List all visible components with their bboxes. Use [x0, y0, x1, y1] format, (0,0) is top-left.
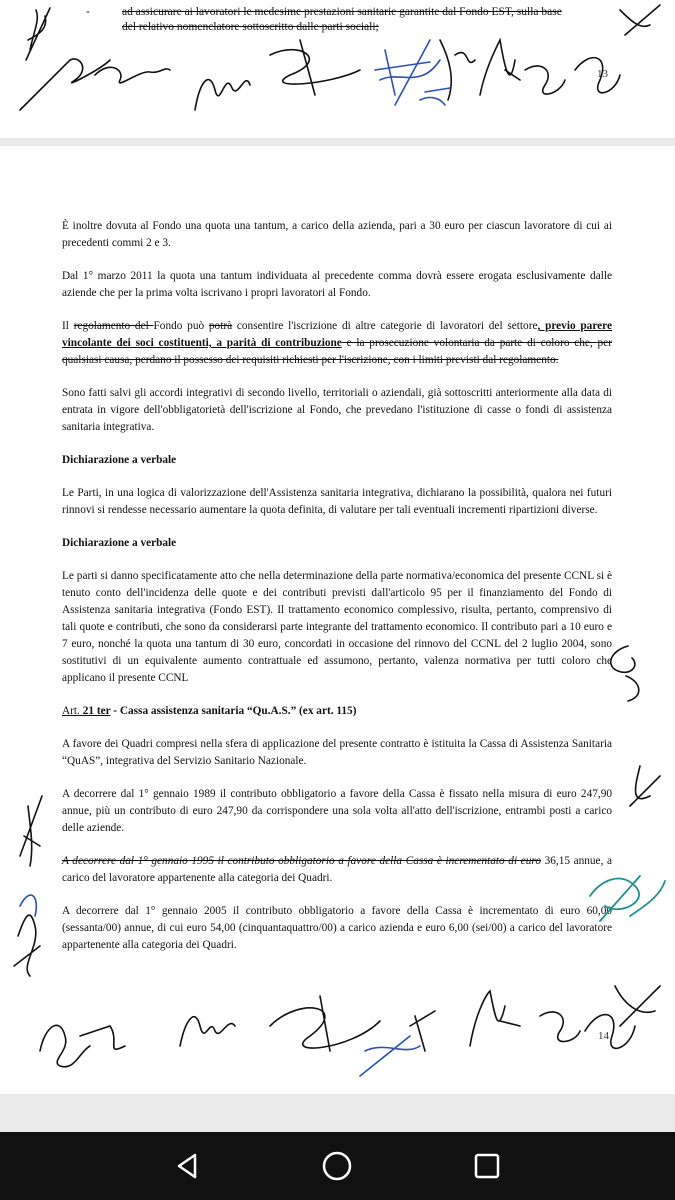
deleted-text: A decorrere dal 1° gennaio 1995 il contributo obbligatorio a favore della Cassa è incrementato di euro: [62, 855, 541, 867]
recents-icon: [472, 1151, 502, 1181]
paragraph: A favore dei Quadri compresi nella sfera di applicazione del presente contratto è istituita la Cassa di Assistenza Sanitaria “QuAS”, integrativa del Servizio Sanitario Nazionale.: [62, 738, 612, 767]
text: Il: [62, 320, 74, 332]
home-icon: [320, 1149, 354, 1183]
recents-button[interactable]: [467, 1146, 507, 1186]
article-number: 21 ter: [82, 705, 111, 717]
section-heading: Dichiarazione a verbale: [62, 537, 177, 549]
page-gap-bottom: [0, 1094, 675, 1132]
deleted-text: potrà: [208, 320, 233, 332]
struck-line-1: ad assicurare ai lavoratori le medesime prestazioni sanitarie garantite dal Fondo EST, sulla base: [122, 6, 562, 18]
paragraph: Sono fatti salvi gli accordi integrativi di secondo livello, territoriali o aziendali, già sottoscritti anteriormente alla data di entrata in vigore dell'obbligatorietà dell'iscrizione al Fondo, che prevedano l'istituzione di casse o fondi di assistenza sanitaria integrativa.: [62, 387, 612, 433]
paragraph: A decorrere dal 1° gennaio 1989 il contributo obbligatorio a favore della Cassa è fissato nella misura di euro 247,90 annue, più un contributo di euro 247,90 da corrispondere una sola volta all'atto dell'iscrizione, entrambi posti a carico delle aziende.: [62, 788, 612, 834]
article-prefix: Art.: [62, 705, 83, 717]
struck-line-2: del relativo nomenclatore sottoscritto dalle parti sociali;: [122, 21, 379, 33]
back-icon: [173, 1151, 203, 1181]
previous-page-fragment: [0, 0, 675, 138]
page-gap: [0, 138, 675, 146]
text: consentire l'iscrizione di altre categorie di lavoratori del settore: [232, 320, 538, 332]
document-page: [0, 146, 675, 1094]
system-navigation-bar: [0, 1132, 675, 1200]
deleted-text: regolamento del: [73, 320, 154, 332]
page-number-14: 14: [598, 1030, 609, 1042]
page-number-13: 13: [597, 68, 608, 80]
paragraph: È inoltre dovuta al Fondo una quota una tantum, a carico della azienda, pari a 30 euro per ciascun lavoratore di cui ai precedenti commi 2 e 3.: [62, 220, 612, 249]
paragraph: Le parti si danno specificatamente atto che nella determinazione della parte normativa/economica del presente CCNL si è tenuto conto dell'incidenza delle quote e dei contributi previsti dall'articolo 95 per il finanziamento del Fondo di Assistenza sanitaria integrativa (Fondo EST). Il trattamento economico complessivo, risulta, pertanto, comprensivo di tali quote e contributi, che sono da considerarsi parte integrante del trattamento economico. Il contributo pari a 10 euro e 7 euro, nonché la quota una tantum di 30 euro, concordati in occasione del rinnovo del CCNL del 2 luglio 2004, sono sostitutivi di un equivalente aumento contrattuale ed assumono, pertanto, valenza normativa per tutti coloro che applicano il presente CCNL: [62, 570, 612, 684]
deleted-text: e la prosecuzione volontaria da parte di coloro che, per qualsiasi causa, perdano il possesso dei requisiti richiesti per l'iscrizione, con i limiti previsti dal regolamento.: [62, 337, 612, 366]
text: 36,15 annue, a carico del lavoratore appartenente alla categoria dei Quadri.: [62, 855, 613, 884]
page-body: [62, 218, 612, 970]
paragraph: A decorrere dal 1° gennaio 2005 il contributo obbligatorio a favore della Cassa è incrementato di euro 60,00 (sessanta/00) annue, di cui euro 54,00 (cinquantaquattro/00) a carico azienda e euro 6,00 (sei/00) a carico del lavoratore appartenente alla categoria dei Quadri.: [62, 905, 612, 951]
paragraph-amended: [62, 318, 612, 369]
section-heading: Dichiarazione a verbale: [62, 454, 177, 466]
text: Fondo può: [153, 320, 209, 332]
article-title: [62, 703, 612, 720]
list-bullet: -: [86, 6, 90, 18]
back-button[interactable]: [168, 1146, 208, 1186]
home-button[interactable]: [317, 1146, 357, 1186]
paragraph: Le Parti, in una logica di valorizzazione dell'Assistenza sanitaria integrativa, dichiarano la possibilità, qualora nei futuri rinnovi si rendesse necessario aumentare la quota definita, di valutare per tali eventuali incrementi ripartizioni diverse.: [62, 487, 612, 516]
paragraph: Dal 1° marzo 2011 la quota una tantum individuata al precedente comma dovrà essere erogata esclusivamente dalle aziende che per la prima volta iscrivano i propri lavoratori al Fondo.: [62, 270, 612, 299]
article-heading: - Cassa assistenza sanitaria “Qu.A.S.” (ex art. 115): [110, 705, 357, 717]
paragraph-amended: [62, 853, 612, 887]
inserted-text: , previo parere vincolante dei soci costituenti, a parità di contribuzione: [62, 320, 612, 349]
struck-list-item: [62, 5, 622, 35]
